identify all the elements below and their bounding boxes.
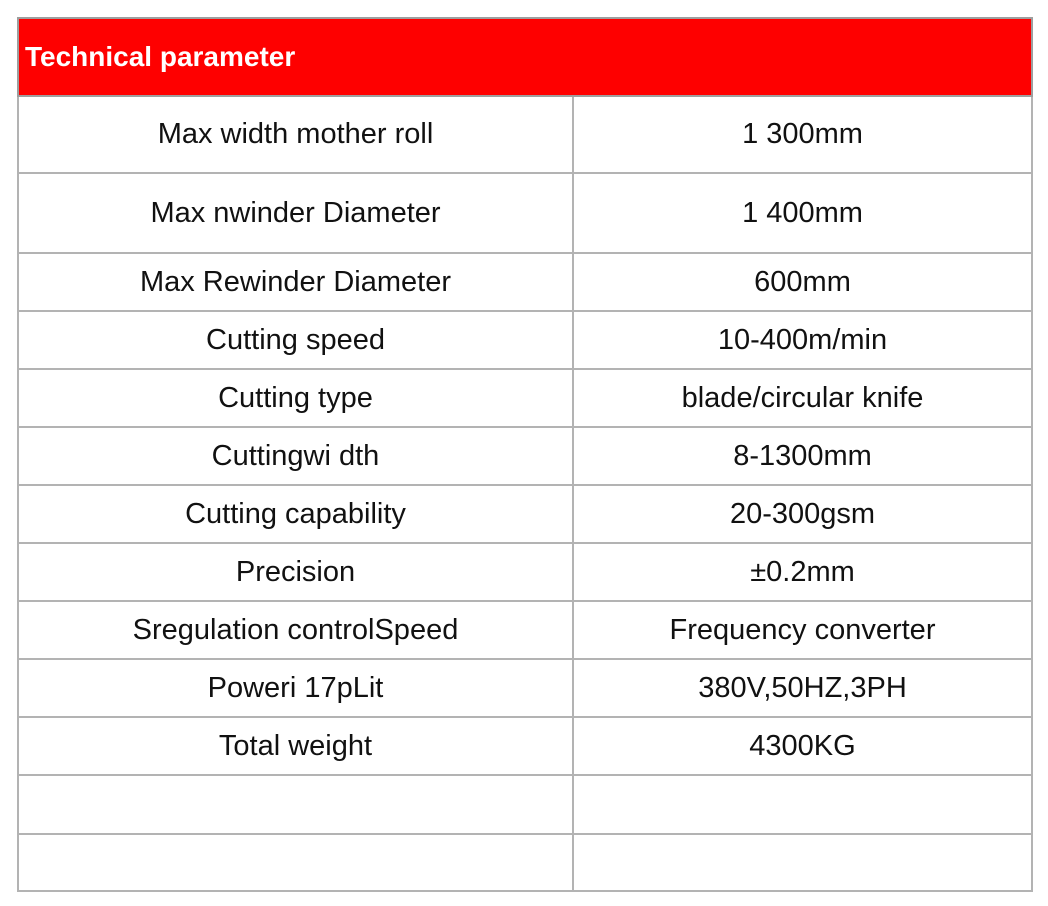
parameter-value: 380V,50HZ,3PH (573, 659, 1032, 717)
table-row (18, 173, 1032, 253)
parameter-name: Sregulation controlSpeed (18, 601, 573, 659)
parameter-name (18, 775, 573, 834)
parameter-value: 20-300gsm (573, 485, 1032, 543)
parameter-name: Max Rewinder Diameter (18, 253, 573, 311)
parameter-value: blade/circular knife (573, 369, 1032, 427)
parameter-name: Cutting speed (18, 311, 573, 369)
table-row (18, 427, 1032, 485)
parameter-name: Poweri 17pLit (18, 659, 573, 717)
technical-parameter-table (17, 17, 1033, 892)
parameter-value (573, 834, 1032, 891)
table-row (18, 253, 1032, 311)
parameter-value: Frequency converter (573, 601, 1032, 659)
parameter-name: Cutting type (18, 369, 573, 427)
table-row (18, 485, 1032, 543)
table-row-empty (18, 834, 1032, 891)
parameter-value: 600mm (573, 253, 1032, 311)
table-title: Technical parameter (18, 18, 1032, 96)
parameter-name: Total weight (18, 717, 573, 775)
parameter-value: ±0.2mm (573, 543, 1032, 601)
table-row (18, 311, 1032, 369)
parameter-name: Max width mother roll (18, 96, 573, 173)
table-row (18, 369, 1032, 427)
table-row-empty (18, 775, 1032, 834)
parameter-name: Max nwinder Diameter (18, 173, 573, 253)
parameter-name: Precision (18, 543, 573, 601)
parameter-value: 8-1300mm (573, 427, 1032, 485)
parameter-name: Cuttingwi dth (18, 427, 573, 485)
parameter-value (573, 775, 1032, 834)
parameter-value: 1 300mm (573, 96, 1032, 173)
table-row (18, 601, 1032, 659)
parameter-value: 4300KG (573, 717, 1032, 775)
parameter-value: 1 400mm (573, 173, 1032, 253)
table-header-row (18, 18, 1032, 96)
table-row (18, 96, 1032, 173)
table-row (18, 659, 1032, 717)
parameter-name: Cutting capability (18, 485, 573, 543)
table-row (18, 717, 1032, 775)
parameter-value: 10-400m/min (573, 311, 1032, 369)
parameter-name (18, 834, 573, 891)
table-row (18, 543, 1032, 601)
